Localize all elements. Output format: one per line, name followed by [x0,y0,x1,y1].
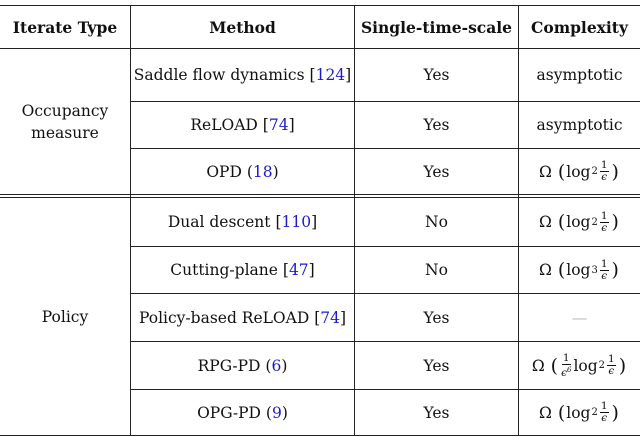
method-name: OPG-PD [197,403,261,422]
log-power: 3 [591,264,598,276]
ref-bracket: ) [272,162,279,181]
ref-bracket: ] [311,213,318,231]
citation-link[interactable]: 110 [281,213,312,231]
complexity-cell: asymptotic [536,66,623,84]
single-time-scale-cell: Yes [423,66,450,84]
group-label: Occupancy [21,101,109,120]
fraction [600,160,609,183]
fraction-numerator: 1 [608,353,615,365]
method-cell [131,294,354,341]
ref-bracket: ] [340,308,347,327]
single-time-scale-cell: Yes [423,116,450,134]
method-cell [131,198,354,246]
ref-bracket: ] [288,116,295,134]
group-occupancy-measure [0,49,130,194]
single-time-scale-cell: No [425,213,448,231]
method-name: Cutting-plane [170,261,278,279]
citation-link[interactable]: 6 [271,356,282,375]
citation-link[interactable]: 74 [268,116,289,134]
method-name: ReLOAD [190,116,258,134]
paren-open: ( [557,160,566,183]
header-single-time-scale: Single-time-scale [360,17,513,37]
fraction [607,354,616,377]
method-name: Dual descent [167,213,271,231]
citation-link[interactable]: 18 [252,162,273,181]
fraction-numerator: 1 [562,351,570,364]
rule-bottom [0,435,640,436]
complexity-cell [519,198,640,246]
denominator-base: ϵ [561,366,567,379]
paren-close: ) [611,401,619,424]
fraction-numerator: 1 [600,257,608,270]
ref-bracket: [ [262,116,269,134]
fraction-denominator: ϵ [608,365,615,377]
ref-bracket: [ [282,261,289,279]
complexity-cell: asymptotic [536,116,623,134]
log-text: log [566,261,591,279]
method-cell [131,102,354,148]
citation-link[interactable]: 74 [320,308,340,327]
ref-bracket: ( [265,403,272,422]
rule [0,194,640,195]
complexity-cell [519,342,640,389]
fraction-denominator [561,365,571,379]
ref-bracket: ) [281,403,288,422]
method-cell [131,390,354,435]
method-name: Saddle flow dynamics [133,66,305,84]
ref-bracket: ) [281,356,288,375]
fraction [561,353,571,379]
paren-close: ) [611,211,619,233]
paren-close: ) [618,354,627,377]
log-power: 2 [591,407,598,418]
omega-symbol: Ω [539,261,552,279]
group-label: measure [31,123,99,142]
header-iterate-type: Iterate Type [12,17,118,37]
paren-open: ( [550,354,559,377]
paren-close: ) [611,259,619,281]
fraction [600,211,609,234]
header-method: Method [209,17,276,37]
paren-open: ( [557,259,566,281]
log-text: log [566,162,591,181]
single-time-scale-cell: Yes [423,308,450,327]
method-name: Policy-based ReLOAD [138,308,310,327]
fraction-numerator: 1 [600,400,608,412]
paren-open: ( [557,401,566,424]
log-power: 2 [591,216,598,228]
ref-bracket: ] [308,261,315,279]
method-name: RPG-PD [197,356,261,375]
single-time-scale-cell: Yes [423,356,450,375]
log-text: log [573,356,598,375]
fraction-denominator: ϵ [601,171,608,183]
paren-open: ( [557,211,566,233]
method-cell [131,247,354,293]
method-cell [131,49,354,101]
complexity-cell [519,390,640,435]
fraction [600,259,609,282]
citation-link[interactable]: 47 [288,261,309,279]
fraction-denominator: ϵ [601,412,608,424]
citation-link[interactable]: 9 [271,403,282,422]
ref-bracket: ( [246,162,253,181]
log-power: 2 [591,166,598,177]
denominator-power: 6 [566,365,572,374]
fraction-denominator: ϵ [601,221,608,234]
fraction-denominator: ϵ [601,269,608,282]
complexity-cell [519,247,640,293]
omega-symbol: Ω [539,213,552,231]
omega-symbol: Ω [531,356,545,375]
fraction-numerator: 1 [600,209,608,222]
log-power: 2 [598,360,606,371]
complexity-cell [519,149,640,194]
method-name: OPD [206,162,242,181]
single-time-scale-cell: Yes [423,162,450,181]
method-cell [131,342,354,389]
paren-close: ) [611,160,619,183]
method-cell [131,149,354,194]
ref-bracket: [ [275,213,282,231]
fraction [600,401,609,424]
ref-bracket: ( [265,356,272,375]
ref-bracket: [ [314,308,321,327]
header-complexity: Complexity [531,17,628,37]
omega-symbol: Ω [539,162,552,181]
log-text: log [566,213,591,231]
ref-bracket: ] [345,66,352,84]
single-time-scale-cell: Yes [423,403,450,422]
complexity-cell: — [571,308,588,327]
ref-bracket: [ [309,66,316,84]
fraction-numerator: 1 [600,159,608,171]
group-policy: Policy [41,307,89,326]
log-text: log [566,403,591,422]
citation-link[interactable]: 124 [315,66,346,84]
single-time-scale-cell: No [425,261,448,279]
omega-symbol: Ω [539,403,552,422]
